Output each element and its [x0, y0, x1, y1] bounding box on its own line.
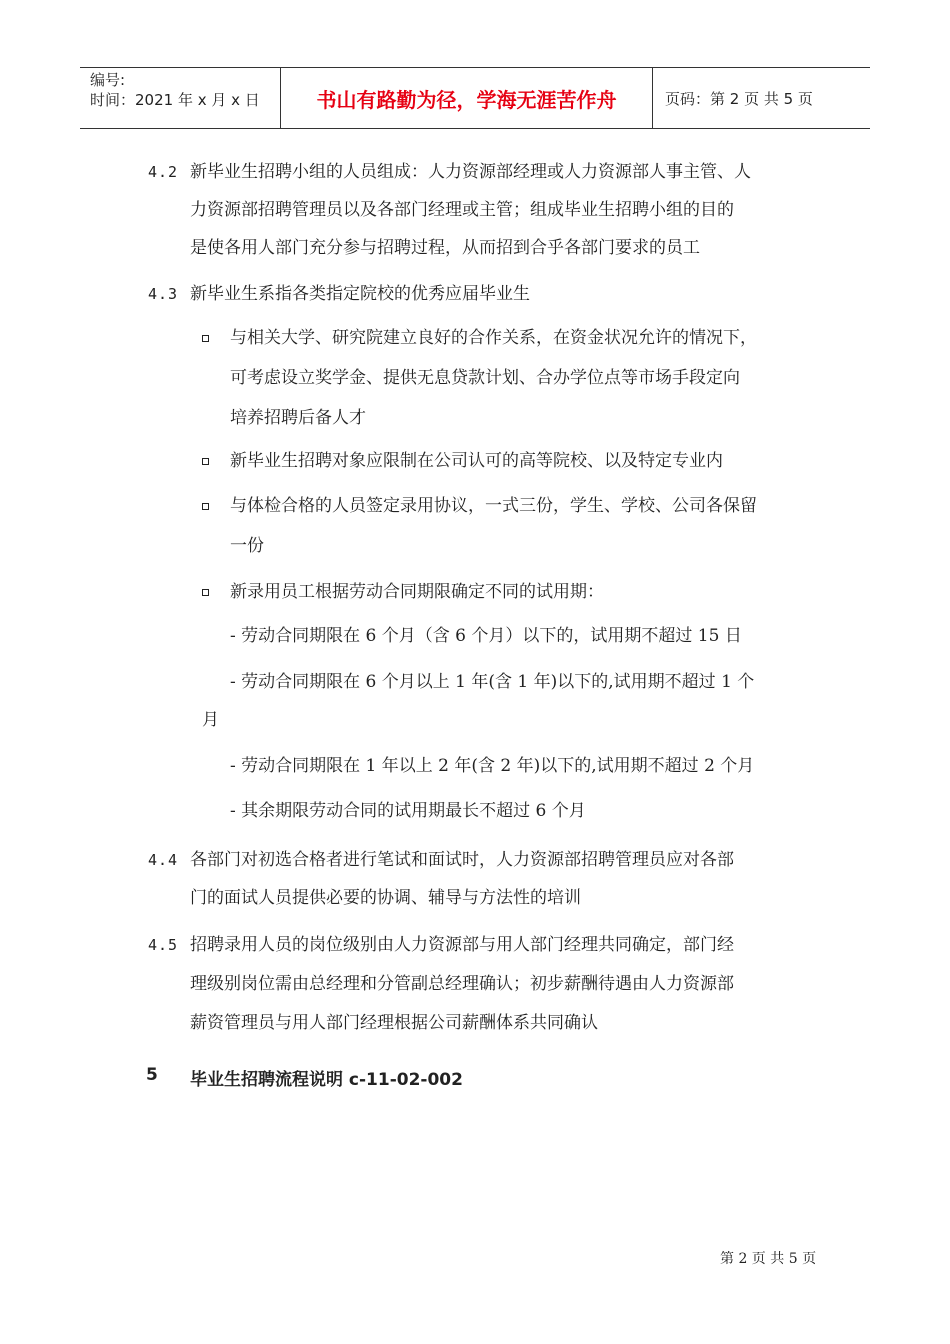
page-header: [80, 67, 870, 129]
paragraph-line: 新毕业生系指各类指定院校的优秀应届毕业生: [190, 284, 530, 304]
bullet-line: 可考虑设立奖学金、提供无息贷款计划、合办学位点等市场手段定向: [230, 368, 740, 388]
paragraph-line: 门的面试人员提供必要的协调、辅导与方法性的培训: [190, 888, 581, 908]
paragraph-line: 各部门对初选合格者进行笔试和面试时，人力资源部招聘管理员应对各部: [190, 850, 734, 870]
bullet-line: 与相关大学、研究院建立良好的合作关系，在资金状况允许的情况下，: [230, 328, 757, 348]
section-number: 4.2: [148, 163, 179, 181]
dash-item: - 其余期限劳动合同的试用期最长不超过 6 个月: [230, 801, 586, 821]
header-page-number: 页码：第 2 页 共 5 页: [665, 89, 813, 108]
section-5-title: 毕业生招聘流程说明 c-11-02-002: [190, 1070, 463, 1090]
paragraph-line: 新毕业生招聘小组的人员组成：人力资源部经理或人力资源部人事主管、人: [190, 162, 751, 182]
paragraph-line: 薪资管理员与用人部门经理根据公司薪酬体系共同确认: [190, 1013, 598, 1033]
code-label: 编号:: [90, 71, 126, 89]
bullet-line: 培养招聘后备人才: [230, 408, 366, 428]
paragraph-line: 力资源部招聘管理员以及各部门经理或主管；组成毕业生招聘小组的目的: [190, 200, 734, 220]
time-label: 时间：2021 年 x 月 x 日: [90, 91, 260, 109]
dash-item: - 劳动合同期限在 6 个月以上 1 年(含 1 年)以下的,试用期不超过 1 个: [230, 672, 755, 692]
section-number: 4.5: [148, 936, 179, 954]
checkbox-bullet-icon: [202, 458, 209, 465]
bullet-line: 新毕业生招聘对象应限制在公司认可的高等院校、以及特定专业内: [230, 451, 723, 471]
header-motto: 书山有路勤为径，学海无涯苦作舟: [281, 68, 653, 128]
paragraph-line: 招聘录用人员的岗位级别由人力资源部与用人部门经理共同确定，部门经: [190, 935, 734, 955]
dash-item-continuation: 月: [202, 710, 219, 730]
bullet-line: 与体检合格的人员签定录用协议，一式三份，学生、学校、公司各保留: [230, 496, 757, 516]
checkbox-bullet-icon: [202, 335, 209, 342]
section-number: 4.4: [148, 851, 179, 869]
header-meta: [80, 68, 281, 128]
section-5-number: 5: [146, 1065, 158, 1085]
bullet-line: 新录用员工根据劳动合同期限确定不同的试用期：: [230, 582, 604, 602]
paragraph-line: 理级别岗位需由总经理和分管副总经理确认；初步薪酬待遇由人力资源部: [190, 974, 734, 994]
checkbox-bullet-icon: [202, 503, 209, 510]
bullet-line: 一份: [230, 536, 264, 556]
page-footer: 第 2 页 共 5 页: [720, 1251, 817, 1267]
checkbox-bullet-icon: [202, 589, 209, 596]
dash-item: - 劳动合同期限在 6 个月（含 6 个月）以下的，试用期不超过 15 日: [230, 626, 742, 646]
dash-item: - 劳动合同期限在 1 年以上 2 年(含 2 年)以下的,试用期不超过 2 个月: [230, 756, 755, 776]
paragraph-line: 是使各用人部门充分参与招聘过程，从而招到合乎各部门要求的员工: [190, 238, 700, 258]
section-number: 4.3: [148, 285, 179, 303]
